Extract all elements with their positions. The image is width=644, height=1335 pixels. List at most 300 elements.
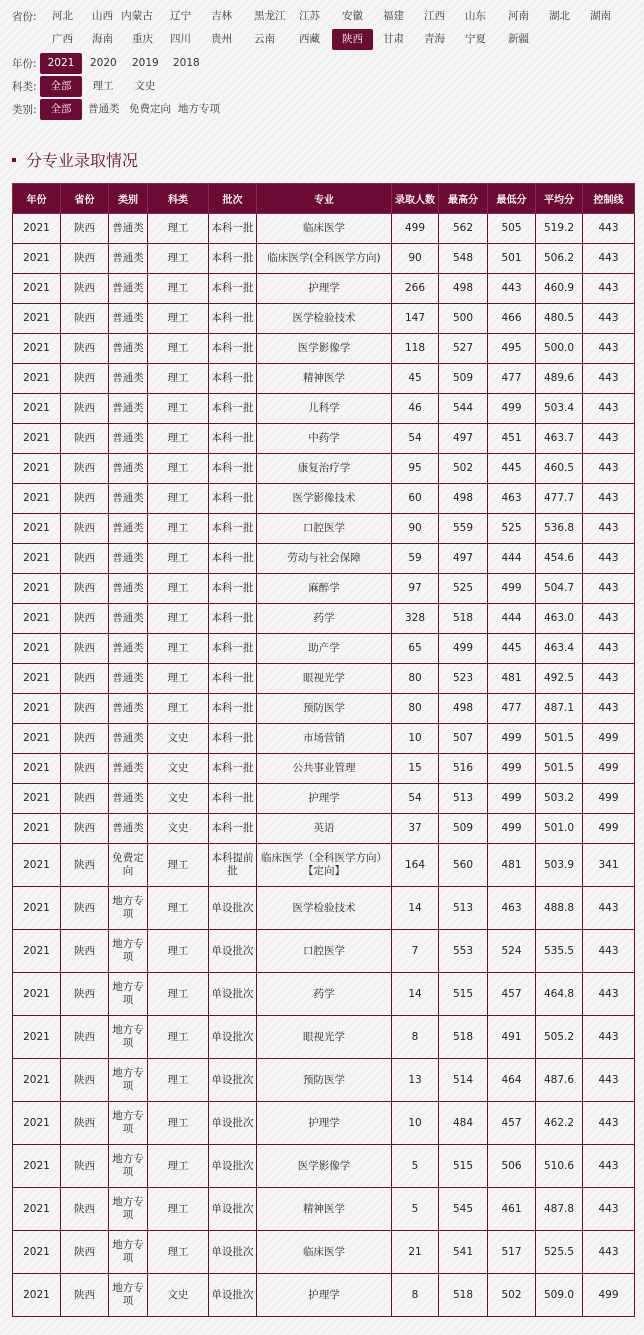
table-row xyxy=(13,514,635,544)
table-cell: 524 xyxy=(488,930,536,973)
table-cell: 505 xyxy=(488,214,536,244)
table-cell: 509 xyxy=(439,814,488,844)
table-cell: 481 xyxy=(488,664,536,694)
subject-option[interactable]: 文史 xyxy=(134,80,156,92)
table-cell: 513 xyxy=(439,784,488,814)
table-cell: 免费定向 xyxy=(109,844,148,887)
table-cell: 2021 xyxy=(13,304,61,334)
category-option[interactable]: 免费定向 xyxy=(129,103,171,115)
table-cell: 2021 xyxy=(13,514,61,544)
table-cell: 理工 xyxy=(148,1102,209,1145)
table-cell: 麻醉学 xyxy=(257,574,392,604)
table-cell: 本科一批 xyxy=(209,334,257,364)
table-cell: 陕西 xyxy=(61,364,109,394)
table-cell: 545 xyxy=(439,1188,488,1231)
table-cell: 443 xyxy=(583,694,635,724)
table-cell: 地方专项 xyxy=(109,1102,148,1145)
column-header: 录取人数 xyxy=(392,184,439,214)
table-cell: 443 xyxy=(583,394,635,424)
table-body xyxy=(13,214,635,1317)
column-header: 最低分 xyxy=(488,184,536,214)
table-cell: 理工 xyxy=(148,887,209,930)
table-cell: 预防医学 xyxy=(257,1059,392,1102)
table-cell: 560 xyxy=(439,844,488,887)
table-cell: 陕西 xyxy=(61,1188,109,1231)
table-cell: 理工 xyxy=(148,634,209,664)
table-cell: 市场营销 xyxy=(257,724,392,754)
province-option[interactable]: 黑龙江 xyxy=(254,10,286,22)
table-cell: 443 xyxy=(583,1231,635,1274)
category-option[interactable]: 地方专项 xyxy=(178,103,220,115)
table-cell: 487.6 xyxy=(536,1059,583,1102)
table-cell: 443 xyxy=(583,1016,635,1059)
province-option[interactable]: 辽宁 xyxy=(170,10,191,22)
table-cell: 2021 xyxy=(13,574,61,604)
province-option[interactable]: 河南 xyxy=(508,10,529,22)
table-cell: 2021 xyxy=(13,274,61,304)
table-cell: 本科一批 xyxy=(209,364,257,394)
table-cell: 单设批次 xyxy=(209,1188,257,1231)
table-cell: 65 xyxy=(392,634,439,664)
table-cell: 457 xyxy=(488,973,536,1016)
province-option[interactable]: 河北 xyxy=(52,10,73,22)
table-cell: 理工 xyxy=(148,274,209,304)
table-cell: 2021 xyxy=(13,930,61,973)
table-row xyxy=(13,214,635,244)
table-cell: 495 xyxy=(488,334,536,364)
table-row xyxy=(13,274,635,304)
column-header: 控制线 xyxy=(583,184,635,214)
table-cell: 地方专项 xyxy=(109,1188,148,1231)
table-cell: 本科一批 xyxy=(209,694,257,724)
table-cell: 康复治疗学 xyxy=(257,454,392,484)
table-cell: 理工 xyxy=(148,1188,209,1231)
table-cell: 文史 xyxy=(148,754,209,784)
province-option[interactable]: 新疆 xyxy=(508,33,529,45)
subject-option[interactable]: 全部 xyxy=(40,76,82,97)
table-cell: 444 xyxy=(488,544,536,574)
table-cell: 80 xyxy=(392,694,439,724)
table-cell: 499 xyxy=(488,754,536,784)
table-cell: 14 xyxy=(392,887,439,930)
table-cell: 535.5 xyxy=(536,930,583,973)
table-cell: 陕西 xyxy=(61,1102,109,1145)
table-cell: 地方专项 xyxy=(109,1231,148,1274)
table-cell: 499 xyxy=(488,394,536,424)
table-cell: 单设批次 xyxy=(209,973,257,1016)
table-cell: 陕西 xyxy=(61,304,109,334)
table-row xyxy=(13,634,635,664)
table-cell: 2021 xyxy=(13,664,61,694)
table-cell: 443 xyxy=(583,887,635,930)
category-option[interactable]: 全部 xyxy=(40,99,82,120)
table-cell: 2021 xyxy=(13,887,61,930)
province-option[interactable]: 西藏 xyxy=(299,33,320,45)
table-cell: 2021 xyxy=(13,784,61,814)
table-cell: 328 xyxy=(392,604,439,634)
column-header: 专业 xyxy=(257,184,392,214)
table-cell: 443 xyxy=(583,973,635,1016)
table-cell: 499 xyxy=(488,814,536,844)
table-cell: 517 xyxy=(488,1231,536,1274)
province-option[interactable]: 湖北 xyxy=(549,10,570,22)
table-row xyxy=(13,844,635,887)
table-cell: 理工 xyxy=(148,1059,209,1102)
subject-option[interactable]: 理工 xyxy=(92,80,114,92)
table-cell: 医学检验技术 xyxy=(257,887,392,930)
table-cell: 509 xyxy=(439,364,488,394)
province-option[interactable]: 青海 xyxy=(424,33,445,45)
province-option[interactable]: 甘肃 xyxy=(383,33,404,45)
table-cell: 506 xyxy=(488,1145,536,1188)
table-cell: 陕西 xyxy=(61,1231,109,1274)
table-cell: 陕西 xyxy=(61,973,109,1016)
table-cell: 理工 xyxy=(148,604,209,634)
table-cell: 443 xyxy=(583,1145,635,1188)
province-option[interactable]: 陕西 xyxy=(332,29,373,50)
table-cell: 陕西 xyxy=(61,484,109,514)
table-cell: 陕西 xyxy=(61,930,109,973)
bullet-icon xyxy=(12,158,16,162)
table-cell: 普通类 xyxy=(109,274,148,304)
table-cell: 443 xyxy=(583,544,635,574)
table-row xyxy=(13,334,635,364)
table-row xyxy=(13,754,635,784)
table-cell: 理工 xyxy=(148,304,209,334)
table-cell: 443 xyxy=(583,930,635,973)
table-cell: 普通类 xyxy=(109,664,148,694)
table-cell: 37 xyxy=(392,814,439,844)
table-cell: 509.0 xyxy=(536,1274,583,1317)
category-option[interactable]: 普通类 xyxy=(88,103,120,115)
table-row xyxy=(13,1145,635,1188)
table-cell: 陕西 xyxy=(61,664,109,694)
table-cell: 500 xyxy=(439,304,488,334)
table-cell: 2021 xyxy=(13,544,61,574)
province-option[interactable]: 海南 xyxy=(92,33,113,45)
province-option[interactable]: 宁夏 xyxy=(465,33,486,45)
province-option[interactable]: 吉林 xyxy=(211,10,232,22)
table-cell: 陕西 xyxy=(61,544,109,574)
table-cell: 506.2 xyxy=(536,244,583,274)
table-cell: 药学 xyxy=(257,604,392,634)
table-cell: 2021 xyxy=(13,814,61,844)
column-header: 类别 xyxy=(109,184,148,214)
table-cell: 单设批次 xyxy=(209,1016,257,1059)
table-cell: 普通类 xyxy=(109,544,148,574)
table-cell: 陕西 xyxy=(61,394,109,424)
table-cell: 443 xyxy=(583,424,635,454)
table-cell: 266 xyxy=(392,274,439,304)
table-cell: 466 xyxy=(488,304,536,334)
table-cell: 本科一批 xyxy=(209,244,257,274)
province-option[interactable]: 贵州 xyxy=(211,33,232,45)
table-cell: 2021 xyxy=(13,244,61,274)
table-cell: 499 xyxy=(439,634,488,664)
table-cell: 46 xyxy=(392,394,439,424)
table-cell: 487.1 xyxy=(536,694,583,724)
table-cell: 489.6 xyxy=(536,364,583,394)
table-cell: 普通类 xyxy=(109,364,148,394)
table-cell: 501.0 xyxy=(536,814,583,844)
table-cell: 481 xyxy=(488,844,536,887)
table-cell: 陕西 xyxy=(61,334,109,364)
table-cell: 单设批次 xyxy=(209,887,257,930)
table-cell: 陕西 xyxy=(61,424,109,454)
table-cell: 499 xyxy=(583,784,635,814)
table-cell: 理工 xyxy=(148,214,209,244)
province-option[interactable]: 云南 xyxy=(254,33,275,45)
table-cell: 临床医学 xyxy=(257,1231,392,1274)
table-cell: 497 xyxy=(439,424,488,454)
table-cell: 2021 xyxy=(13,424,61,454)
table-cell: 518 xyxy=(439,1274,488,1317)
table-cell: 单设批次 xyxy=(209,1274,257,1317)
table-cell: 陕西 xyxy=(61,214,109,244)
table-cell: 普通类 xyxy=(109,814,148,844)
table-cell: 5 xyxy=(392,1145,439,1188)
table-cell: 本科一批 xyxy=(209,574,257,604)
table-header-row xyxy=(13,184,635,214)
table-cell: 普通类 xyxy=(109,784,148,814)
table-cell: 普通类 xyxy=(109,694,148,724)
table-cell: 60 xyxy=(392,484,439,514)
table-cell: 462.2 xyxy=(536,1102,583,1145)
table-cell: 497 xyxy=(439,544,488,574)
table-cell: 10 xyxy=(392,1102,439,1145)
table-cell: 505.2 xyxy=(536,1016,583,1059)
table-cell: 陕西 xyxy=(61,844,109,887)
table-cell: 501 xyxy=(488,244,536,274)
table-cell: 2021 xyxy=(13,214,61,244)
table-row xyxy=(13,394,635,424)
table-cell: 443 xyxy=(583,1188,635,1231)
table-cell: 2021 xyxy=(13,604,61,634)
table-cell: 地方专项 xyxy=(109,1059,148,1102)
table-cell: 陕西 xyxy=(61,784,109,814)
table-cell: 理工 xyxy=(148,424,209,454)
table-cell: 本科一批 xyxy=(209,784,257,814)
table-cell: 500.0 xyxy=(536,334,583,364)
table-cell: 54 xyxy=(392,784,439,814)
table-cell: 443 xyxy=(583,304,635,334)
table-cell: 护理学 xyxy=(257,274,392,304)
table-cell: 451 xyxy=(488,424,536,454)
table-cell: 普通类 xyxy=(109,574,148,604)
table-cell: 457 xyxy=(488,1102,536,1145)
table-cell: 理工 xyxy=(148,244,209,274)
table-cell: 544 xyxy=(439,394,488,424)
subject-label: 科类: xyxy=(12,81,37,93)
table-cell: 498 xyxy=(439,274,488,304)
province-option[interactable]: 内蒙古 xyxy=(121,10,153,22)
province-option[interactable]: 江西 xyxy=(424,10,445,22)
table-cell: 普通类 xyxy=(109,724,148,754)
table-cell: 陕西 xyxy=(61,1059,109,1102)
table-cell: 2021 xyxy=(13,1274,61,1317)
table-cell: 普通类 xyxy=(109,484,148,514)
table-cell: 559 xyxy=(439,514,488,544)
table-cell: 443 xyxy=(583,214,635,244)
table-cell: 本科一批 xyxy=(209,484,257,514)
table-cell: 477.7 xyxy=(536,484,583,514)
table-cell: 2021 xyxy=(13,844,61,887)
table-cell: 口腔医学 xyxy=(257,514,392,544)
table-cell: 499 xyxy=(583,1274,635,1317)
table-cell: 499 xyxy=(583,724,635,754)
table-row xyxy=(13,724,635,754)
table-cell: 理工 xyxy=(148,514,209,544)
table-row xyxy=(13,304,635,334)
province-option[interactable]: 山西 xyxy=(92,10,113,22)
table-cell: 463.0 xyxy=(536,604,583,634)
table-cell: 443 xyxy=(583,334,635,364)
table-row xyxy=(13,973,635,1016)
table-cell: 464 xyxy=(488,1059,536,1102)
table-cell: 理工 xyxy=(148,454,209,484)
table-cell: 本科一批 xyxy=(209,514,257,544)
table-cell: 2021 xyxy=(13,1102,61,1145)
table-cell: 理工 xyxy=(148,1016,209,1059)
table-cell: 460.5 xyxy=(536,454,583,484)
table-cell: 普通类 xyxy=(109,604,148,634)
table-cell: 503.2 xyxy=(536,784,583,814)
table-cell: 陕西 xyxy=(61,514,109,544)
table-cell: 单设批次 xyxy=(209,1059,257,1102)
table-cell: 理工 xyxy=(148,484,209,514)
table-cell: 陕西 xyxy=(61,1016,109,1059)
table-cell: 陕西 xyxy=(61,634,109,664)
table-cell: 2021 xyxy=(13,1145,61,1188)
table-cell: 眼视光学 xyxy=(257,1016,392,1059)
table-cell: 单设批次 xyxy=(209,930,257,973)
table-cell: 理工 xyxy=(148,1145,209,1188)
table-cell: 463.7 xyxy=(536,424,583,454)
table-cell: 普通类 xyxy=(109,424,148,454)
table-cell: 501.5 xyxy=(536,754,583,784)
table-row xyxy=(13,930,635,973)
table-cell: 2021 xyxy=(13,1231,61,1274)
table-row xyxy=(13,544,635,574)
table-cell: 514 xyxy=(439,1059,488,1102)
table-cell: 519.2 xyxy=(536,214,583,244)
province-option[interactable]: 湖南 xyxy=(590,10,611,22)
table-cell: 2021 xyxy=(13,724,61,754)
table-cell: 510.6 xyxy=(536,1145,583,1188)
table-cell: 499 xyxy=(583,814,635,844)
table-cell: 515 xyxy=(439,973,488,1016)
table-cell: 理工 xyxy=(148,973,209,1016)
column-header: 平均分 xyxy=(536,184,583,214)
table-cell: 普通类 xyxy=(109,754,148,784)
table-cell: 护理学 xyxy=(257,784,392,814)
section-title xyxy=(12,150,138,172)
table-cell: 2021 xyxy=(13,484,61,514)
year-option[interactable]: 2021 xyxy=(40,53,82,74)
table-cell: 地方专项 xyxy=(109,973,148,1016)
table-cell: 药学 xyxy=(257,973,392,1016)
table-cell: 陕西 xyxy=(61,244,109,274)
year-option[interactable]: 2018 xyxy=(173,57,200,69)
table-cell: 2021 xyxy=(13,1059,61,1102)
table-cell: 2021 xyxy=(13,973,61,1016)
table-cell: 477 xyxy=(488,364,536,394)
table-cell: 491 xyxy=(488,1016,536,1059)
table-cell: 儿科学 xyxy=(257,394,392,424)
province-option[interactable]: 广西 xyxy=(52,33,73,45)
table-row xyxy=(13,604,635,634)
table-cell: 理工 xyxy=(148,844,209,887)
table-cell: 理工 xyxy=(148,574,209,604)
province-option[interactable]: 安徽 xyxy=(342,10,363,22)
table-cell: 普通类 xyxy=(109,634,148,664)
table-cell: 80 xyxy=(392,664,439,694)
table-cell: 444 xyxy=(488,604,536,634)
table-cell: 普通类 xyxy=(109,244,148,274)
province-option[interactable]: 山东 xyxy=(465,10,486,22)
table-row xyxy=(13,484,635,514)
province-option[interactable]: 重庆 xyxy=(132,33,153,45)
table-cell: 英语 xyxy=(257,814,392,844)
table-cell: 单设批次 xyxy=(209,1231,257,1274)
table-cell: 文史 xyxy=(148,784,209,814)
table-cell: 理工 xyxy=(148,930,209,973)
table-cell: 医学影像学 xyxy=(257,334,392,364)
table-cell: 地方专项 xyxy=(109,1016,148,1059)
table-cell: 536.8 xyxy=(536,514,583,544)
table-row xyxy=(13,454,635,484)
table-cell: 488.8 xyxy=(536,887,583,930)
table-cell: 助产学 xyxy=(257,634,392,664)
table-cell: 单设批次 xyxy=(209,1145,257,1188)
table-cell: 医学影像学 xyxy=(257,1145,392,1188)
province-option[interactable]: 福建 xyxy=(383,10,404,22)
table-cell: 理工 xyxy=(148,364,209,394)
table-cell: 陕西 xyxy=(61,604,109,634)
table-cell: 443 xyxy=(583,1102,635,1145)
year-option[interactable]: 2020 xyxy=(90,57,117,69)
table-cell: 443 xyxy=(583,574,635,604)
table-cell: 503.4 xyxy=(536,394,583,424)
province-option[interactable]: 江苏 xyxy=(299,10,320,22)
year-option[interactable]: 2019 xyxy=(132,57,159,69)
table-cell: 487.8 xyxy=(536,1188,583,1231)
table-cell: 477 xyxy=(488,694,536,724)
table-cell: 普通类 xyxy=(109,304,148,334)
table-cell: 463 xyxy=(488,484,536,514)
table-cell: 理工 xyxy=(148,334,209,364)
table-row xyxy=(13,574,635,604)
table-cell: 精神医学 xyxy=(257,364,392,394)
table-cell: 518 xyxy=(439,1016,488,1059)
table-cell: 本科一批 xyxy=(209,274,257,304)
table-cell: 443 xyxy=(583,514,635,544)
table-cell: 本科一批 xyxy=(209,454,257,484)
table-cell: 341 xyxy=(583,844,635,887)
table-cell: 445 xyxy=(488,454,536,484)
column-header: 最高分 xyxy=(439,184,488,214)
province-option[interactable]: 四川 xyxy=(170,33,191,45)
table-cell: 499 xyxy=(488,724,536,754)
table-cell: 预防医学 xyxy=(257,694,392,724)
table-cell: 本科一批 xyxy=(209,754,257,784)
table-cell: 2021 xyxy=(13,1016,61,1059)
table-cell: 临床医学 xyxy=(257,214,392,244)
table-cell: 本科一批 xyxy=(209,664,257,694)
table-cell: 医学影像技术 xyxy=(257,484,392,514)
table-cell: 492.5 xyxy=(536,664,583,694)
table-cell: 2021 xyxy=(13,454,61,484)
